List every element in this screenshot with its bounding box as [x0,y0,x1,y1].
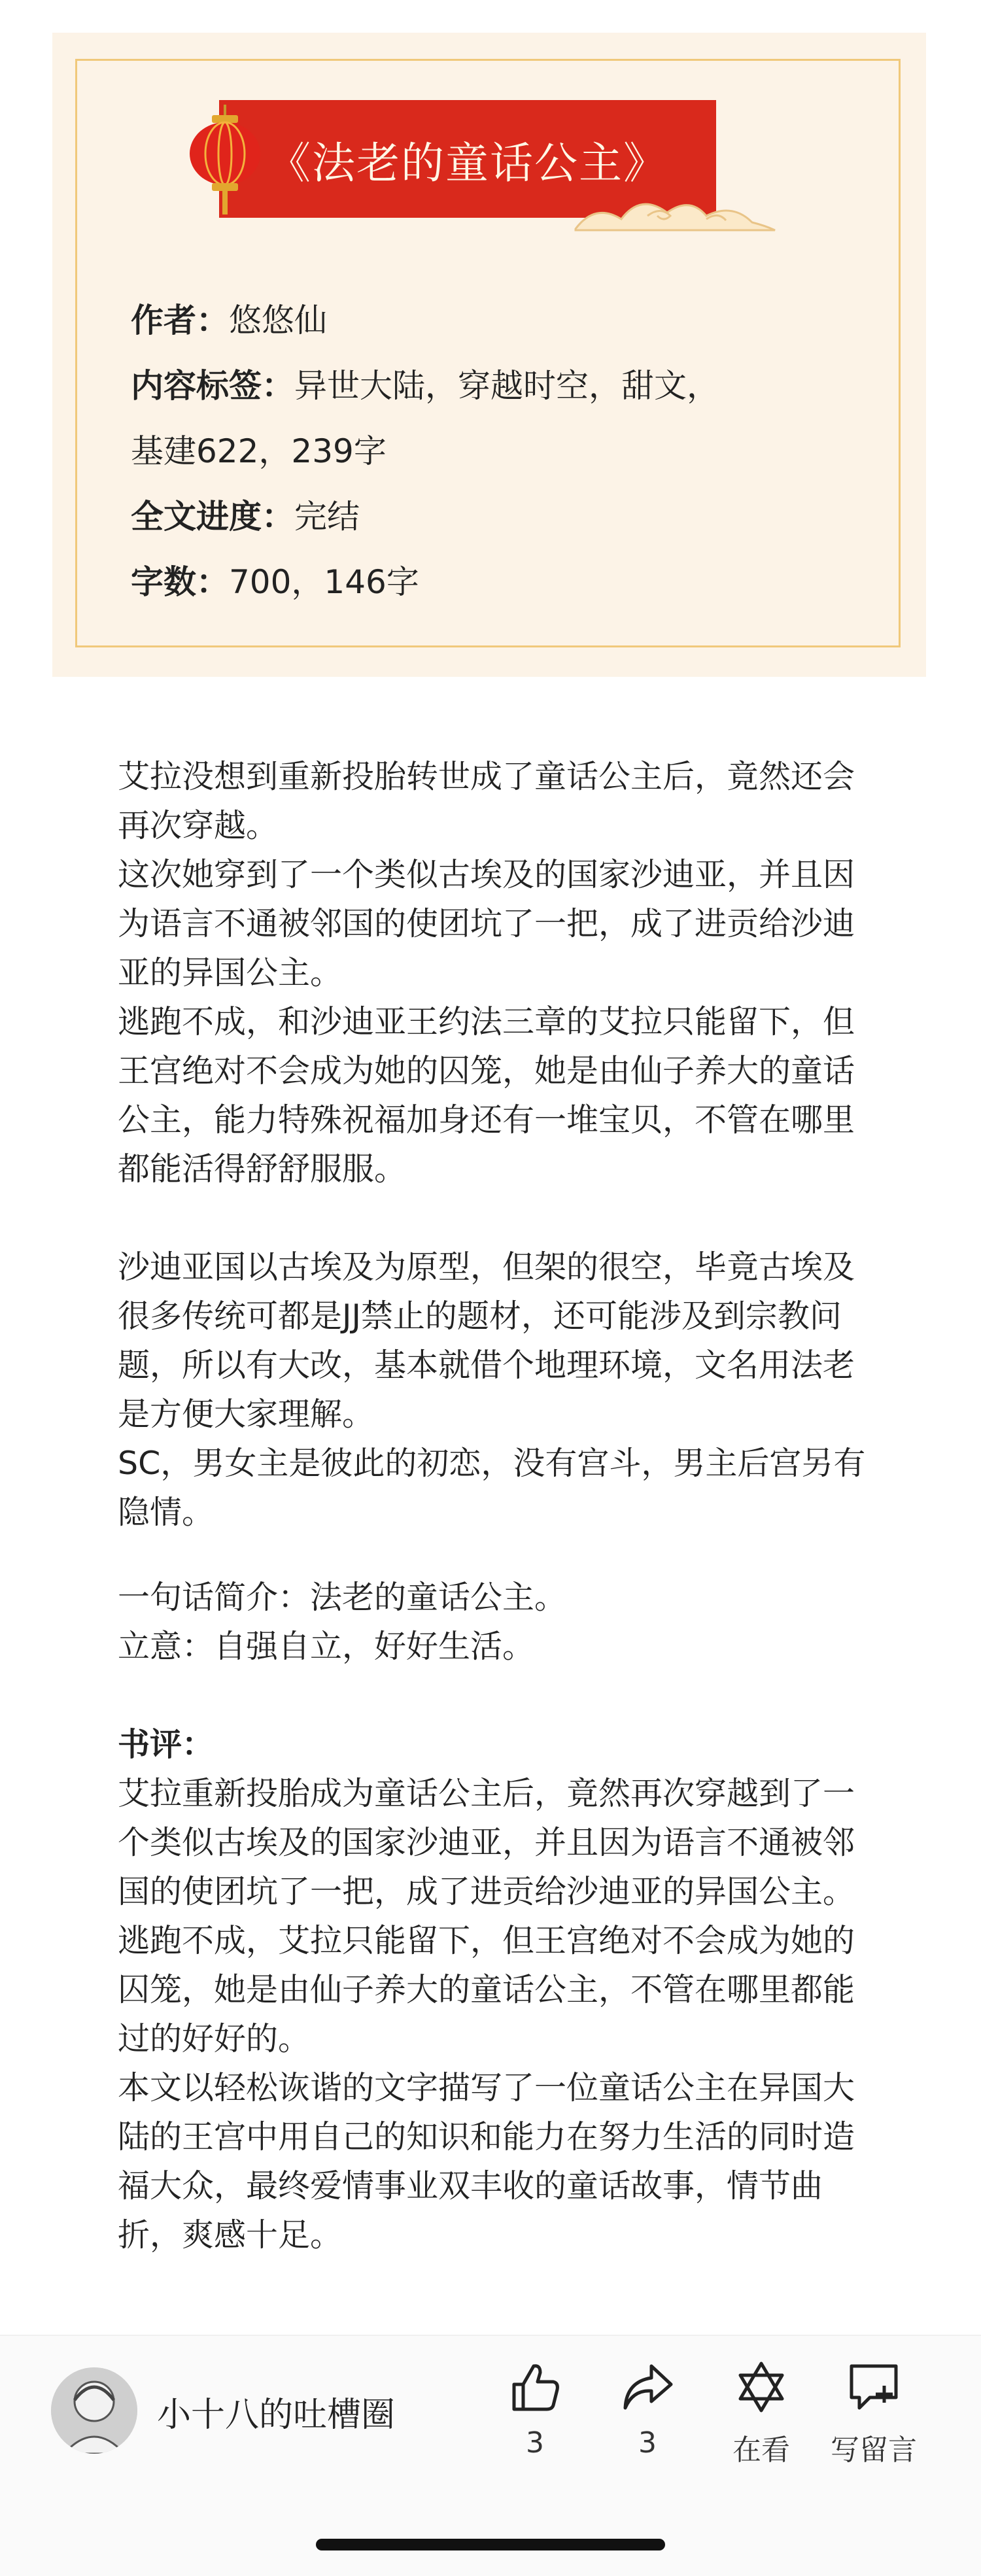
share-arrow-icon [620,2360,675,2414]
progress-value: 完结 [294,498,360,536]
watch-button[interactable] [715,2360,807,2468]
summary-block-3 [118,1573,876,1671]
tags-value: 异世大陆，穿越时空，甜文， [294,367,719,405]
author-value: 悠悠仙 [229,301,327,339]
share-button[interactable] [602,2360,693,2460]
review-paragraph: 本文以轻松诙谐的文字描写了一位童话公主在异国大陆的王宫中用自己的知识和能力在努力生活的同时造福大众，最终爱情事业双丰收的童话故事，情节曲折，爽感十足。 [118,2069,855,2254]
avatar[interactable] [51,2367,137,2454]
progress-label: 全文进度： [131,498,294,536]
word-count-line [131,556,419,603]
tags-line [131,360,719,407]
progress-line [131,490,360,538]
home-indicator[interactable] [316,2539,665,2550]
tags-line-continued [131,425,387,472]
summary-block-1 [118,752,876,1194]
summary-paragraph: 这次她穿到了一个类似古埃及的国家沙迪亚，并且因为语言不通被邻国的使团坑了一把，成了进贡给沙迪亚的异国公主。 [118,856,855,991]
summary-paragraph: 逃跑不成，和沙迪亚王约法三章的艾拉只能留下，但王宫绝对不会成为她的囚笼，她是由仙子养大的童话公主，能力特殊祝福加身还有一堆宝贝，不管在哪里都能活得舒舒服服。 [118,1003,855,1188]
share-count: 3 [638,2426,657,2460]
summary-block-2 [118,1243,876,1537]
summary-paragraph: 艾拉没想到重新投胎转世成了童话公主后，竟然还会再次穿越。 [118,758,855,844]
review-block [118,1720,876,2259]
author-line [131,294,327,341]
lantern-icon [186,105,264,216]
book-title: 《法老的童话公主》 [267,137,668,188]
word-count-value: 700，146字 [229,563,419,601]
write-comment-button[interactable] [828,2360,920,2468]
tags-label: 内容标签： [131,367,294,405]
like-count: 3 [526,2426,544,2460]
write-comment-label: 写留言 [831,2433,917,2467]
summary-paragraph: 沙迪亚国以古埃及为原型，但架的很空，毕竟古埃及很多传统可都是JJ禁止的题材，还可能涉及到宗教问题，所以有大改，基本就借个地理环境，文名用法老是方便大家理解。 [118,1248,855,1433]
tags-value-continued: 基建622，239字 [131,432,387,470]
cloud-decoration-icon [569,190,778,242]
star-of-david-icon [734,2360,789,2414]
like-button[interactable] [489,2360,581,2460]
account-name[interactable]: 小十八的吐槽圈 [157,2396,396,2435]
review-heading: 书评： [118,1726,215,1763]
avatar-portrait-icon [51,2367,137,2454]
theme-line: 立意：自强自立，好好生活。 [118,1628,535,1665]
author-label: 作者： [131,301,229,339]
word-count-label: 字数： [131,563,229,601]
watch-label: 在看 [732,2433,790,2467]
review-paragraph: 艾拉重新投胎成为童话公主后，竟然再次穿越到了一个类似古埃及的国家沙迪亚，并且因为语言不通被邻国的使团坑了一把，成了进贡给沙迪亚的异国公主。逃跑不成，艾拉只能留下，但王宫绝对不会成为她的囚笼，她是由仙子养大的童话公主，不管在哪里都能过的好好的。 [118,1775,855,2057]
summary-paragraph: SC，男女主是彼此的初恋，没有宫斗，男主后宫另有隐情。 [118,1445,866,1531]
comment-plus-icon [846,2360,901,2414]
thumbs-up-icon [508,2360,562,2414]
one-line-intro: 一句话简介：法老的童话公主。 [118,1579,567,1616]
